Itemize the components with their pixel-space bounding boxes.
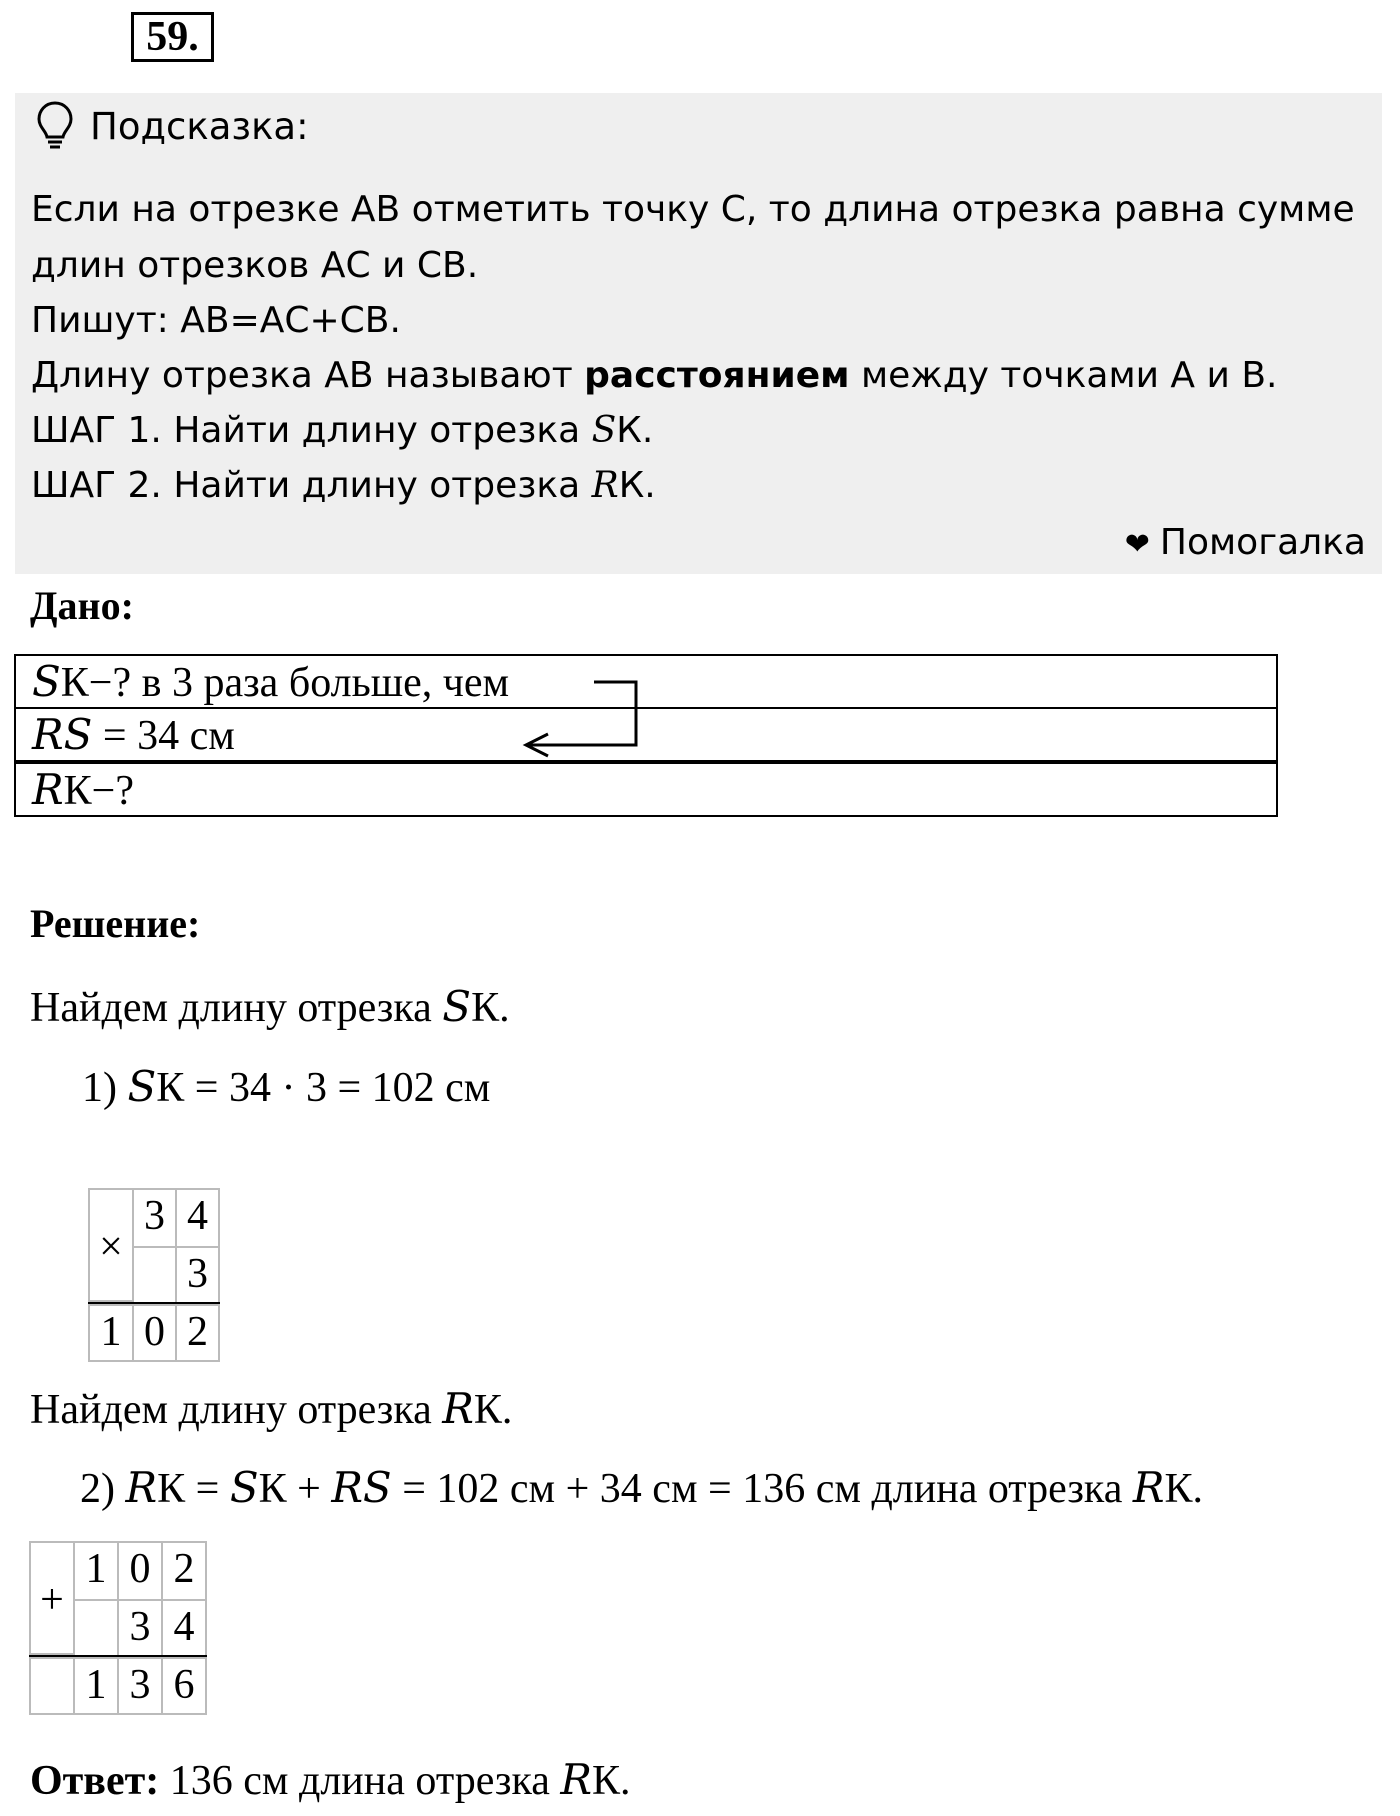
given-title: Дано:: [30, 583, 134, 628]
step-2-var: R: [591, 465, 619, 506]
step-2-var-2: S: [229, 1463, 259, 1512]
hint-step-2: [31, 465, 656, 506]
mult-cell-r1c3: 4: [175, 1188, 220, 1248]
add-cell-r3c2: 1: [73, 1657, 119, 1715]
answer-var: R: [560, 1755, 592, 1804]
answer-text: 136 см длина отрезка: [159, 1758, 561, 1804]
find-sk-var: S: [442, 982, 472, 1031]
add-cell-r3c3: 3: [117, 1657, 163, 1715]
step-2-var-1: R: [125, 1463, 158, 1512]
step-2-mid-1: К =: [157, 1466, 230, 1512]
step-2-end: К.: [618, 465, 656, 506]
step-2-end: К.: [1164, 1466, 1203, 1512]
given-row-1-var: S: [32, 657, 61, 706]
step-2-var-3: RS: [331, 1463, 392, 1512]
hint-bold-term: расстоянием: [584, 355, 850, 396]
add-sign-cell: [29, 1541, 75, 1655]
given-row-1-text: К−? в 3 раза больше, чем: [60, 660, 510, 706]
step-2-prefix: 2): [80, 1466, 126, 1512]
multiplication-column: [88, 1188, 220, 1362]
given-row-2-var: RS: [32, 710, 93, 759]
mult-cell-r3c2: 0: [132, 1304, 177, 1362]
find-sk-end: К.: [471, 985, 510, 1031]
find-rk-line: [30, 1384, 512, 1434]
solution-title: Решение:: [30, 901, 201, 946]
answer-line: [30, 1755, 631, 1805]
mult-cell-r3c1: 1: [88, 1304, 134, 1362]
step-1-eq-var: S: [127, 1062, 157, 1111]
step-1-var: S: [591, 410, 617, 451]
step-1-equation: [82, 1062, 490, 1112]
brand-label: [1125, 522, 1366, 563]
hint-title: Подсказка:: [90, 105, 309, 148]
add-cell-r2c4: 4: [161, 1599, 207, 1657]
hint-line-1: Если на отрезке АВ отметить точку С, то длина отрезка равна сумме: [31, 189, 1355, 230]
addition-column: [29, 1541, 207, 1715]
add-cell-r3c4: 6: [161, 1657, 207, 1715]
given-table: [14, 654, 1278, 819]
find-rk-text: Найдем длину отрезка: [30, 1387, 443, 1433]
step-2-var-4: R: [1132, 1463, 1165, 1512]
step-2-mid-2: К +: [258, 1466, 332, 1512]
comparison-arrow: [14, 654, 1278, 819]
lightbulb-icon: [37, 101, 73, 151]
add-cell-r2c2: [73, 1599, 119, 1657]
hint-line-2: длин отрезков АС и СВ.: [31, 245, 479, 286]
hint-line-3: Пишут: АВ=АС+СВ.: [31, 300, 401, 341]
step-1-expr: К = 34 · 3 = 102 см: [156, 1065, 491, 1111]
mult-cell-r3c3: 2: [175, 1304, 220, 1362]
step-1-text: Найти длину отрезка: [161, 410, 592, 451]
add-cell-r2c3: 3: [117, 1599, 163, 1657]
mult-sign-cell: [88, 1188, 134, 1302]
answer-end: К.: [592, 1758, 631, 1804]
hint-line-4: [31, 355, 1278, 396]
find-rk-end: К.: [473, 1387, 513, 1433]
heart-icon: ❤: [1124, 527, 1150, 562]
given-row-2-text: = 34 см: [92, 713, 235, 759]
answer-label: Ответ:: [30, 1758, 160, 1804]
find-sk-line: [30, 982, 510, 1032]
add-cell-r1c2: 1: [73, 1541, 119, 1601]
mult-cell-r2c2: [132, 1246, 177, 1304]
mult-cell-r1c2: 3: [132, 1188, 177, 1248]
step-2-label: ШАГ 2.: [31, 465, 162, 506]
step-1-prefix: 1): [82, 1065, 128, 1111]
given-row-3-var: R: [32, 765, 64, 814]
hint-line-4-start: Длину отрезка АВ называют: [31, 355, 585, 396]
given-row-3-text: К−?: [63, 768, 134, 814]
step-2-equation: [80, 1463, 1203, 1513]
find-rk-var: R: [442, 1384, 474, 1433]
add-cell-r3c1: [29, 1657, 75, 1715]
brand-text: Помогалка: [1159, 522, 1366, 563]
hint-line-4-end: между точками А и В.: [849, 355, 1278, 396]
add-cell-r1c3: 0: [117, 1541, 163, 1601]
problem-number: 59.: [131, 12, 214, 62]
add-sign: +: [40, 1577, 64, 1623]
add-cell-r1c4: 2: [161, 1541, 207, 1601]
step-2-expr: = 102 см + 34 см = 136 см длина отрезка: [391, 1466, 1133, 1512]
step-2-text: Найти длину отрезка: [161, 465, 592, 506]
step-1-end: К.: [616, 410, 654, 451]
step-1-label: ШАГ 1.: [31, 410, 162, 451]
find-sk-text: Найдем длину отрезка: [30, 985, 443, 1031]
hint-panel: [15, 93, 1382, 574]
hint-step-1: [31, 410, 653, 451]
mult-cell-r2c3: 3: [175, 1246, 220, 1304]
mult-sign: ×: [99, 1224, 123, 1270]
